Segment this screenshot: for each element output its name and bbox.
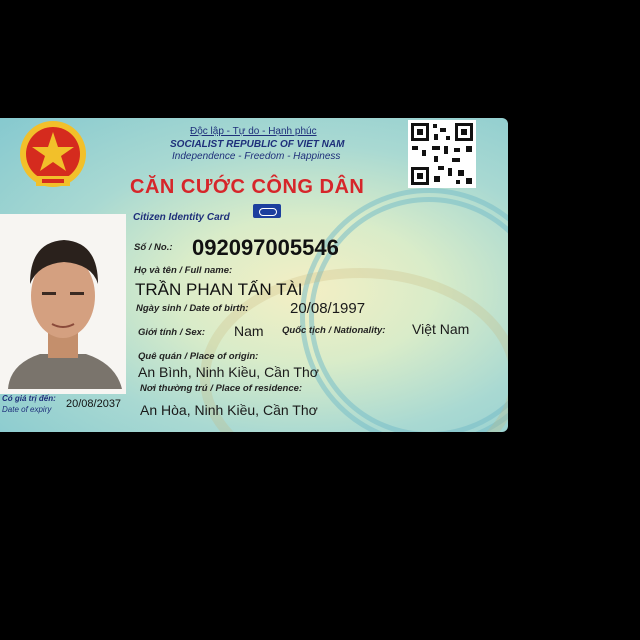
portrait-photo [0,214,126,394]
chip-icon [253,204,281,218]
origin-label: Quê quán / Place of origin: [138,351,259,362]
expiry-label-en: Date of expiry [2,405,52,414]
name-label: Họ và tên / Full name: [134,265,233,276]
place-of-residence: An Hòa, Ninh Kiều, Cần Thơ [140,402,318,418]
motto-vn: Độc lập - Tự do - Hạnh phúc [190,126,317,137]
expiry-label-vn: Có giá trị đến: [2,394,56,403]
id-number: 092097005546 [192,235,339,260]
sex-label: Giới tính / Sex: [138,327,206,338]
residence-label: Nơi thường trú / Place of residence: [140,383,303,394]
number-label: Số / No.: [134,242,173,253]
card-title-en: Citizen Identity Card [133,212,230,223]
card-title-vn: CĂN CƯỚC CÔNG DÂN [130,176,365,198]
country-en: SOCIALIST REPUBLIC OF VIET NAM [170,139,345,150]
dob-label: Ngày sinh / Date of birth: [136,303,249,314]
nationality-label: Quốc tịch / Nationality: [282,325,386,336]
date-of-birth: 20/08/1997 [290,300,366,317]
place-of-origin: An Bình, Ninh Kiều, Cần Thơ [138,364,319,380]
sex-value: Nam [234,323,264,339]
national-emblem-icon [14,120,92,192]
expiry-date: 20/08/2037 [66,398,122,410]
full-name: TRẦN PHAN TẤN TÀI [135,280,303,299]
identity-card [0,118,508,432]
motto-en: Independence - Freedom - Happiness [172,151,341,162]
qr-code [408,120,476,188]
nationality-value: Việt Nam [412,321,470,337]
